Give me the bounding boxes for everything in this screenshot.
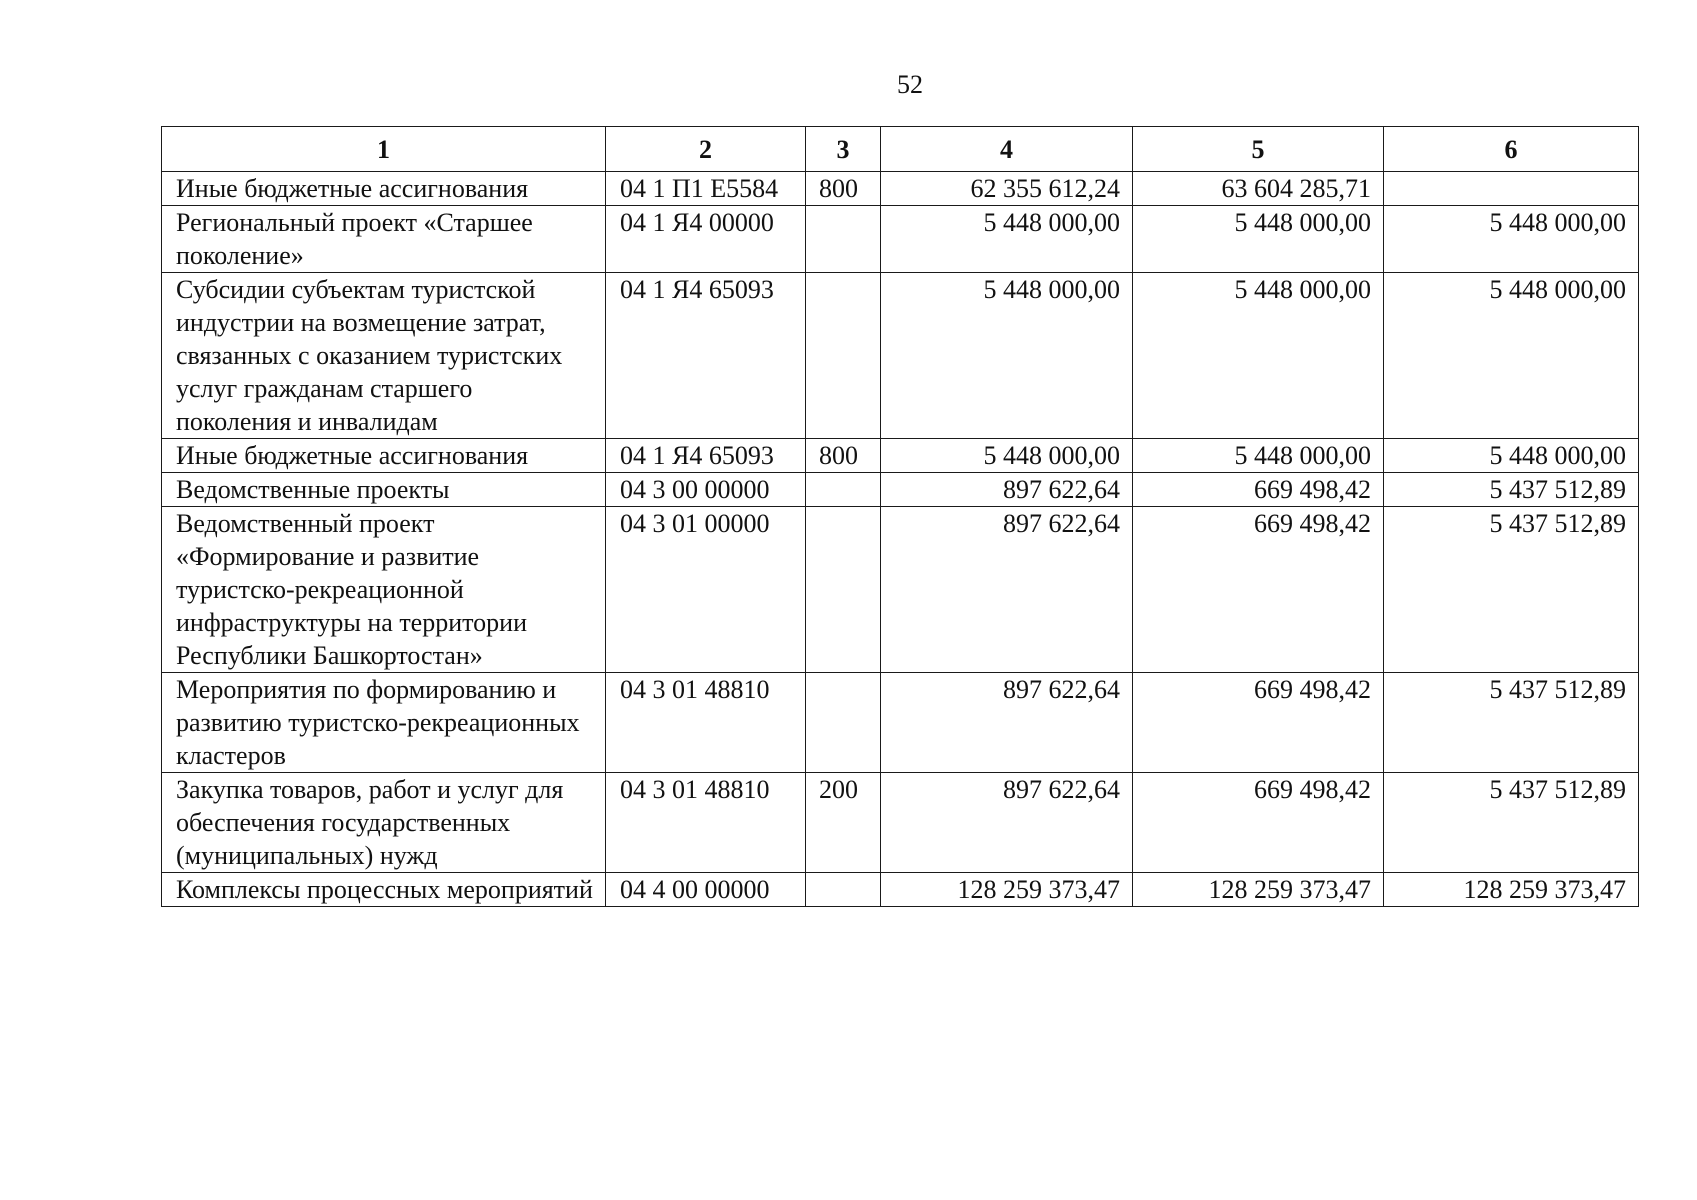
column-header: 6 [1384, 127, 1639, 172]
row-code: 04 3 01 48810 [606, 673, 806, 773]
row-amount-col4: 5 448 000,00 [881, 273, 1133, 439]
row-expense-type: 200 [806, 773, 881, 873]
row-amount-col5: 5 448 000,00 [1133, 439, 1384, 473]
row-name: Ведомственный проект «Формирование и развитие туристско-рекреационной инфраструктуры на территории Республики Башкортостан» [162, 507, 606, 673]
row-amount-col5: 5 448 000,00 [1133, 273, 1384, 439]
row-code: 04 1 Я4 65093 [606, 439, 806, 473]
budget-table [161, 126, 1639, 907]
row-amount-col5: 669 498,42 [1133, 473, 1384, 507]
row-amount-col6: 128 259 373,47 [1384, 873, 1639, 907]
row-code: 04 3 01 48810 [606, 773, 806, 873]
row-amount-col6: 5 437 512,89 [1384, 473, 1639, 507]
table-row [162, 206, 1639, 273]
row-code: 04 1 Я4 00000 [606, 206, 806, 273]
row-expense-type [806, 473, 881, 507]
table-row [162, 473, 1639, 507]
row-amount-col6: 5 437 512,89 [1384, 673, 1639, 773]
column-header: 2 [606, 127, 806, 172]
row-amount-col6: 5 448 000,00 [1384, 206, 1639, 273]
row-name: Мероприятия по формированию и развитию туристско-рекреационных кластеров [162, 673, 606, 773]
table-row [162, 873, 1639, 907]
row-name: Субсидии субъектам туристской индустрии на возмещение затрат, связанных с оказанием туристских услуг гражданам старшего поколения и инвалидам [162, 273, 606, 439]
row-expense-type [806, 507, 881, 673]
row-amount-col5: 128 259 373,47 [1133, 873, 1384, 907]
row-amount-col6 [1384, 172, 1639, 206]
row-amount-col4: 897 622,64 [881, 673, 1133, 773]
table-row [162, 273, 1639, 439]
row-amount-col6: 5 437 512,89 [1384, 507, 1639, 673]
row-amount-col4: 62 355 612,24 [881, 172, 1133, 206]
row-amount-col4: 128 259 373,47 [881, 873, 1133, 907]
page-number: 52 [897, 70, 923, 99]
row-expense-type: 800 [806, 172, 881, 206]
row-expense-type [806, 673, 881, 773]
row-code: 04 3 00 00000 [606, 473, 806, 507]
table-header-row [162, 127, 1639, 172]
table-row [162, 507, 1639, 673]
row-amount-col4: 897 622,64 [881, 773, 1133, 873]
row-name: Иные бюджетные ассигнования [162, 172, 606, 206]
row-code: 04 1 Я4 65093 [606, 273, 806, 439]
row-amount-col5: 669 498,42 [1133, 507, 1384, 673]
column-header: 4 [881, 127, 1133, 172]
row-code: 04 3 01 00000 [606, 507, 806, 673]
row-amount-col4: 5 448 000,00 [881, 206, 1133, 273]
column-header: 1 [162, 127, 606, 172]
row-amount-col5: 5 448 000,00 [1133, 206, 1384, 273]
table-row [162, 673, 1639, 773]
table-row [162, 172, 1639, 206]
table-row [162, 439, 1639, 473]
row-amount-col5: 669 498,42 [1133, 773, 1384, 873]
row-name: Комплексы процессных мероприятий [162, 873, 606, 907]
row-amount-col6: 5 448 000,00 [1384, 273, 1639, 439]
row-amount-col4: 897 622,64 [881, 473, 1133, 507]
row-expense-type [806, 873, 881, 907]
row-name: Закупка товаров, работ и услуг для обеспечения государственных (муниципальных) нужд [162, 773, 606, 873]
row-amount-col4: 5 448 000,00 [881, 439, 1133, 473]
row-amount-col6: 5 448 000,00 [1384, 439, 1639, 473]
column-header: 3 [806, 127, 881, 172]
row-name: Региональный проект «Старшее поколение» [162, 206, 606, 273]
row-amount-col6: 5 437 512,89 [1384, 773, 1639, 873]
row-amount-col5: 63 604 285,71 [1133, 172, 1384, 206]
row-name: Иные бюджетные ассигнования [162, 439, 606, 473]
row-name: Ведомственные проекты [162, 473, 606, 507]
row-amount-col5: 669 498,42 [1133, 673, 1384, 773]
row-amount-col4: 897 622,64 [881, 507, 1133, 673]
table-row [162, 773, 1639, 873]
row-expense-type [806, 206, 881, 273]
row-expense-type [806, 273, 881, 439]
row-code: 04 4 00 00000 [606, 873, 806, 907]
row-code: 04 1 П1 Е5584 [606, 172, 806, 206]
column-header: 5 [1133, 127, 1384, 172]
row-expense-type: 800 [806, 439, 881, 473]
